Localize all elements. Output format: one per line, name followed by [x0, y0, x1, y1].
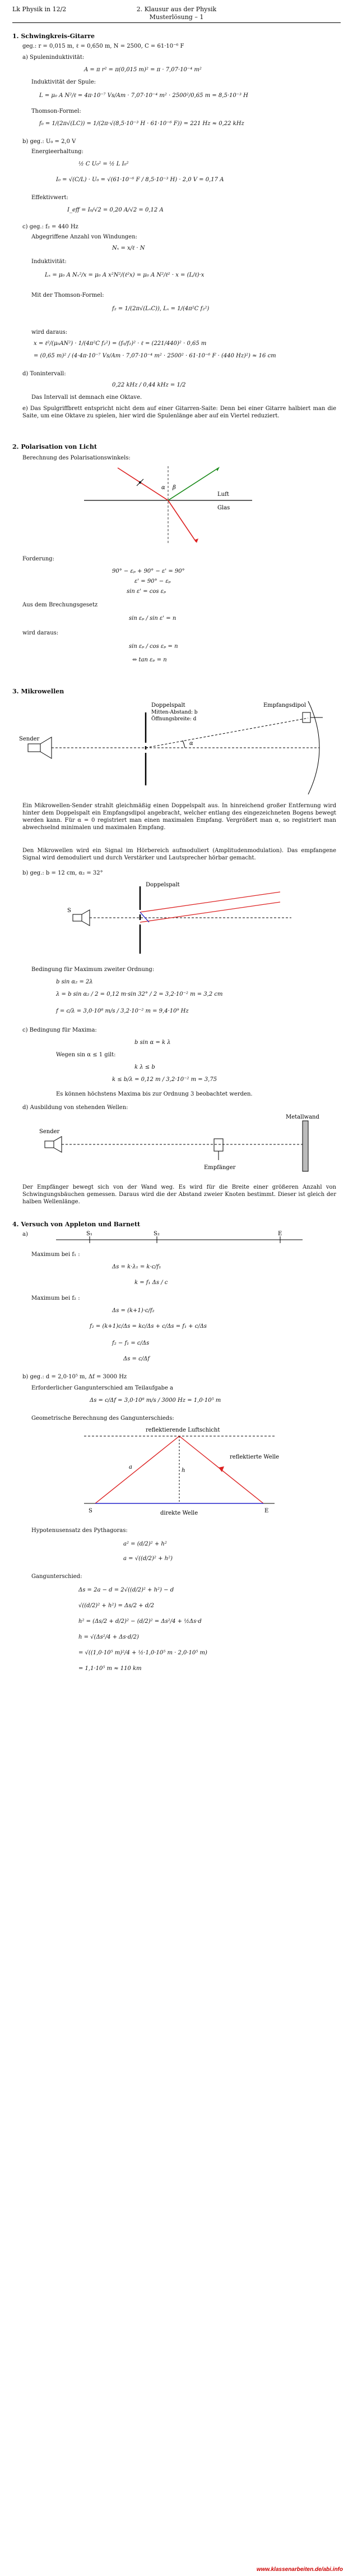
s2-calc-label: Berechnung des Polarisationswinkels: — [22, 455, 131, 461]
s1-turns: Nₓ = x/ℓ · N — [112, 245, 145, 251]
label-reflektierte-welle: reflektierte Welle — [230, 1454, 280, 1460]
s3-d-label: d) Ausbildung von stehenden Wellen: — [22, 1105, 128, 1111]
label-luft: Luft — [217, 491, 229, 498]
s2-req2: ε' = 90° − εₚ — [134, 578, 171, 585]
course-label: Lk Physik in 12/2 — [12, 6, 67, 13]
s4-g2: √((d/2)² + h²) = Δs/2 + d/2 — [78, 1603, 154, 1609]
exam-subtitle: Musterlösung – 1 — [149, 13, 204, 21]
s3-p3: Der Empfänger bewegt sich von der Wand weg. Es wird für die Breite einer größeren Anzahl von Schwingungsbäuchen gemessen. Daraus wird die der Abstand zweier Knoten bestimmt. Dieser ist gleich der halben Wellenlänge. — [22, 1184, 336, 1205]
label-mitten-abstand: Mitten-Abstand: b — [151, 710, 198, 715]
s1-ind-label: Induktivität der Spule: — [31, 79, 96, 85]
s1-f2: f₂ = 1/(2π√(LₓC)), Lₓ = 1/(4π²C f₂²) — [112, 306, 210, 312]
s1-turns-label: Abgegriffene Anzahl von Windungen: — [31, 234, 138, 240]
s2-tan1: sin εₚ / cos εₚ = n — [129, 643, 178, 650]
label-sender: Sender — [19, 736, 40, 742]
page-header — [12, 6, 341, 23]
standing-wave-diagram — [39, 1113, 331, 1180]
label-s1: S₁ — [86, 1231, 92, 1237]
appleton-line-diagram — [45, 1230, 314, 1246]
s4-m6: Δs = c/Δf — [123, 1356, 150, 1362]
s1-I0: I₀ = √(C/L) · U₀ = √(61·10⁻⁶ F / 8,5·10⁻³ H) · 2,0 V = 0,17 A — [56, 177, 224, 183]
label-s2: S₂ — [154, 1231, 160, 1237]
label-glas: Glas — [217, 505, 230, 511]
s4-max-f2: Maximum bei f₂ : — [31, 1295, 80, 1301]
s1-Ieff: I_eff = I₀/√2 = 0,20 A/√2 = 0,12 A — [67, 207, 164, 213]
s4-a-label: a) — [22, 1231, 28, 1238]
s4-b-label: b) geg.: d = 2,0·10⁵ m, Δf = 3000 Hz — [22, 1374, 127, 1380]
s2-tan2: ⇔ tan εₚ = n — [132, 657, 167, 663]
reflection-geometry-diagram — [62, 1425, 297, 1520]
s2-becomes: wird daraus: — [22, 630, 59, 636]
s1-x1: x = ℓ²/(μ₀AN²) · 1/(4π²C f₂²) = (f₀/f₂)² · ℓ = (221/440)² · 0,65 m — [34, 341, 207, 347]
s4-h2: a = √((d/2)² + h²) — [123, 1556, 173, 1562]
s3-c5: Wegen sin α ≤ 1 gilt: — [56, 1052, 116, 1058]
label-alpha-angle: α — [189, 740, 193, 747]
label-e: E — [278, 1231, 282, 1237]
section-2-title: 2. Polarisation von Licht — [12, 443, 97, 450]
s1-octave: Das Intervall ist demnach eine Oktave. — [31, 394, 142, 401]
s1-L: L = μ₀ A N²/ℓ = 4π·10⁻⁷ Vs/Am · 7,07·10⁻⁴ m² · 2500²/0,65 m = 8,5·10⁻³ H — [39, 93, 248, 99]
s2-req3: sin ε' = cos εₚ — [127, 588, 166, 595]
s3-c1: b sin α₂ = 2λ — [56, 979, 93, 985]
s1-thomson-label: Thomson-Formel: — [31, 108, 81, 114]
s4-gang-label: Erforderlicher Gangunterschied am Teilaufgabe a — [31, 1385, 174, 1391]
s1-ratio: 0,22 kHz / 0,44 kHz = 1/2 — [112, 382, 186, 388]
label-reflektierende-luftschicht: reflektierende Luftschicht — [146, 1427, 220, 1433]
section-1-title: 1. Schwingkreis-Gitarre — [12, 33, 95, 40]
s1-with-thomson: Mit der Thomson-Formel: — [31, 292, 104, 298]
s4-g5: = √((1,0·10⁵ m)²/4 + ½·1,0·10⁵ m · 2,0·10⁵ m) — [78, 1650, 207, 1656]
s1-a-label: a) Spuleninduktivität: — [22, 54, 85, 61]
s4-g3: h² = (Δs/2 + d/2)² − (d/2)² = Δs²/4 + ½Δs·d — [78, 1618, 202, 1625]
s1-ind2-label: Induktivität: — [31, 259, 67, 265]
s3-cond-label: Bedingung für Maximum zweiter Ordnung: — [31, 967, 155, 973]
s4-geo-label: Geometrische Berechnung des Gangunterschieds: — [31, 1415, 174, 1422]
label-beta: β — [173, 485, 176, 491]
s2-snell: sin εₚ / sin ε' = n — [129, 615, 176, 622]
s4-m1: Δs = k·λ₁ = k·c/f₁ — [112, 1264, 161, 1270]
s3-p2: Den Mikrowellen wird ein Signal im Hörbereich aufmoduliert (Amplitudenmodulation). Das empfangene Signal wird demoduliert und durch Verstärker und Lautsprecher hörbar gemacht. — [22, 848, 336, 861]
s4-m3: Δs = (k+1)·c/f₂ — [112, 1308, 155, 1314]
s1-x2: = (0,65 m)² / (4·4π·10⁻⁷ Vs/Am · 7,07·10⁻⁴ m² · 2500² · 61·10⁻⁶ F · (440 Hz)²) ≈ 16 cm — [34, 353, 276, 359]
s1-eff-label: Effektivwert: — [31, 195, 68, 201]
label-empfaenger: Empfänger — [204, 1165, 236, 1171]
s3-p1: Ein Mikrowellen-Sender strahlt gleichmäßig einen Doppelspalt aus. In hinreichend großer Entfernung wird hinter dem Doppelspalt ein Empfangsdipol angebracht, welcher entlang des eingezeichneten Bogens bewegt werden kann. Für α = 0 registriert man einen maximalen Empfang. Vergrößert man α, so registriert man abwechselnd minimalen und maximalen Empfang. — [22, 803, 336, 831]
polarization-diagram — [73, 463, 263, 548]
s3-b-label: b) geg.: b = 12 cm, α₂ = 32° — [22, 870, 103, 876]
s1-energy-eq: ½ C U₀² = ½ L I₀² — [78, 161, 129, 167]
double-slit-diagram — [67, 881, 303, 959]
s4-m2: k = f₁ Δs / c — [134, 1280, 168, 1286]
label-metallwand: Metallwand — [286, 1114, 319, 1120]
label-receiver-E: E — [264, 1508, 269, 1514]
s1-given: geg.: r = 0,015 m, ℓ = 0,650 m, N = 2500, C = 61·10⁻⁶ F — [22, 43, 184, 49]
s1-c-label: c) geg.: f₂ = 440 Hz — [22, 224, 78, 230]
s2-req-label: Forderung: — [22, 556, 54, 562]
s4-g4: h = √(Δs²/4 + Δs·d/2) — [78, 1634, 139, 1640]
s1-f0: f₀ = 1/(2π√(LC)) = 1/(2π·√(8,5·10⁻³ H · 61·10⁻⁶ F)) = 221 Hz ≈ 0,22 kHz — [39, 121, 244, 127]
s1-e: e) Das Spulgriffbrett entspricht nicht dem auf einer Gitarren-Saite: Denn bei einer Gitarre halbiert man die Saite, um eine Oktave zu spielen, hier wird die Spulenlänge aber auf ein Viertel reduziert. — [22, 406, 336, 419]
s1-result-label: wird daraus: — [31, 329, 68, 335]
s3-c6: k λ ≤ b — [134, 1064, 155, 1070]
label-a: a — [129, 1464, 132, 1470]
footer-url[interactable]: www.klassenarbeiten.de/abi.info — [256, 2566, 343, 2573]
s3-c8: Es können höchstens Maxima bis zur Ordnung 3 beobachtet werden. — [56, 1091, 253, 1097]
s1-area: A = π r² = π(0,015 m)² = π · 7,07·10⁻⁴ m² — [84, 67, 202, 73]
s2-req1: 90° − εₚ + 90° − ε' = 90° — [112, 568, 185, 574]
s1-energy-label: Energieerhaltung: — [31, 149, 83, 155]
microwave-setup-diagram — [17, 696, 342, 797]
s3-c-label: c) Bedingung für Maxima: — [22, 1027, 97, 1033]
exam-title: 2. Klausur aus der Physik — [136, 6, 217, 13]
label-direkte-welle: direkte Welle — [160, 1510, 198, 1516]
s4-m4: f₂ = (k+1)c/Δs = kc/Δs + c/Δs = f₁ + c/Δs — [90, 1323, 207, 1330]
s4-hyp-label: Hypotenusensatz des Pythagoras: — [31, 1528, 128, 1534]
label-empfangsdipol: Empfangsdipol — [263, 702, 306, 709]
s1-b-label: b) geg.: U₀ = 2,0 V — [22, 139, 76, 145]
section-3-title: 3. Mikrowellen — [12, 688, 64, 695]
label-S: S — [67, 908, 71, 914]
label-source-S: S — [89, 1508, 92, 1514]
s4-g1: Δs = 2a − d = 2√((d/2)² + h²) − d — [78, 1587, 174, 1593]
s3-c7: k ≤ b/λ = 0,12 m / 3,2·10⁻² m = 3,75 — [112, 1077, 217, 1083]
s4-g6: = 1,1·10⁵ m ≈ 110 km — [78, 1666, 142, 1672]
s1-Lx: Lₓ = μ₀ A Nₓ²/x = μ₀ A x²N²/(ℓ²x) = μ₀ A N²/ℓ² · x = (L/ℓ)·x — [45, 272, 205, 278]
label-alpha: α — [161, 485, 165, 491]
label-oeffnungsbreite: Öffnungsbreite: d — [151, 716, 197, 722]
label-doppelspalt: Doppelspalt — [151, 702, 185, 709]
s4-gang: Δs = c/Δf = 3,0·10⁸ m/s / 3000 Hz = 1,0·10⁵ m — [90, 1397, 221, 1404]
label-doppelspalt-2: Doppelspalt — [146, 882, 180, 888]
page-title — [12, 6, 341, 21]
s4-h1: a² = (d/2)² + h² — [123, 1541, 167, 1547]
section-4-title: 4. Versuch von Appleton und Barnett — [12, 1221, 141, 1228]
s3-c2: λ = b sin α₂ / 2 = 0,12 m·sin 32° / 2 = 3,2·10⁻² m = 3,2 cm — [56, 991, 223, 997]
s4-max-f1: Maximum bei f₁ : — [31, 1252, 80, 1258]
s3-c3: f = c/λ = 3,0·10⁸ m/s / 3,2·10⁻² m = 9,4·10⁹ Hz — [56, 1008, 189, 1014]
s2-snell-label: Aus dem Brechungsgesetz — [22, 602, 98, 608]
s4-m5: f₂ − f₁ = c/Δs — [112, 1340, 150, 1346]
s4-diff-label: Gangunterschied: — [31, 1574, 82, 1580]
s3-c4: b sin α = k λ — [134, 1039, 171, 1046]
label-h: h — [182, 1468, 185, 1474]
s1-d-label: d) Tonintervall: — [22, 371, 66, 377]
label-sender-2: Sender — [39, 1129, 60, 1135]
